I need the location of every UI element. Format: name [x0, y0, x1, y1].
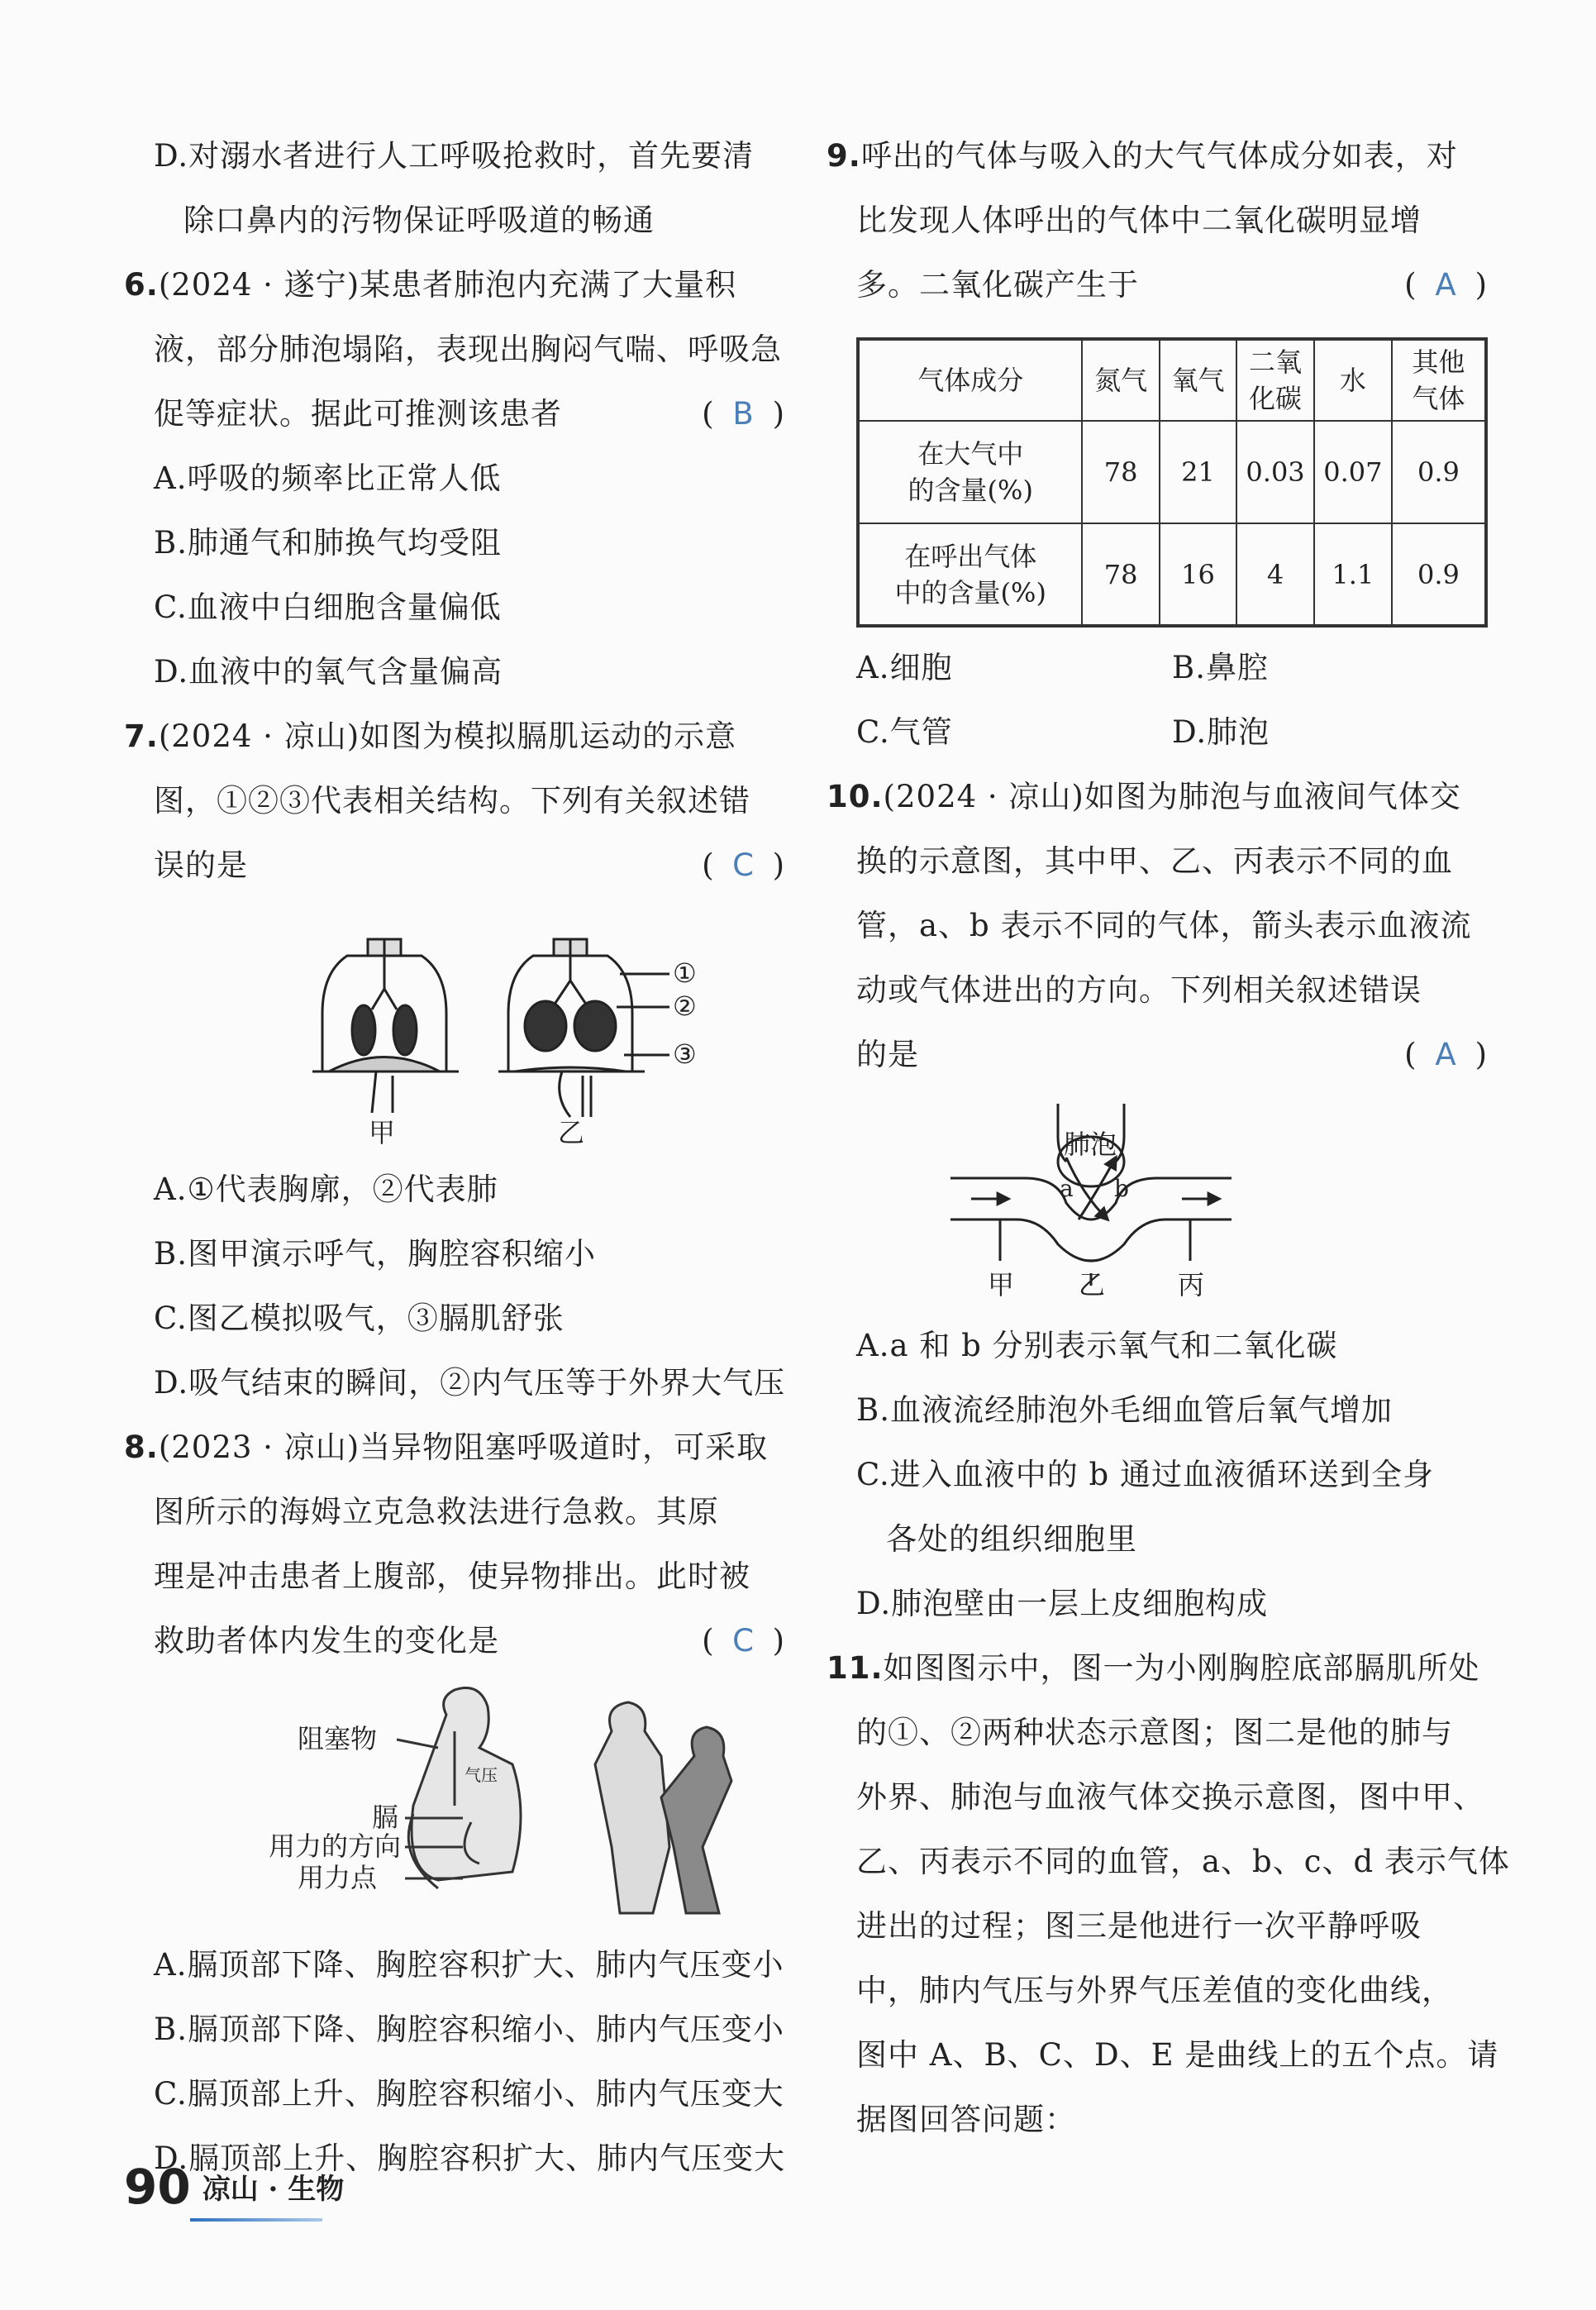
q11-line3: 外界、肺泡与血液气体交换示意图，图中甲、: [856, 1779, 1484, 1815]
left-column: [124, 124, 785, 2191]
q9-option-b: B.鼻腔: [1172, 650, 1269, 685]
q10-label-alveolus: 肺泡: [1064, 1129, 1117, 1160]
table-cell: 16: [1160, 523, 1236, 626]
q11-line4: 乙、丙表示不同的血管，a、b、c、d 表示气体: [856, 1844, 1510, 1879]
q8-option-d: D.膈顶部上升、胸腔容积扩大、肺内气压变大: [154, 2141, 786, 2176]
q8-label-pressure: 气压: [465, 1765, 498, 1785]
q9-option-d: D.肺泡: [1172, 714, 1270, 750]
q9-option-a: A.细胞: [856, 650, 953, 685]
footer-title: 凉山 · 生物: [202, 2173, 345, 2206]
q7-label-jia: 甲: [369, 1117, 396, 1146]
q8-line2: 图所示的海姆立克急救法进行急救。其原: [154, 1494, 719, 1530]
table-header-cell: 气体成分: [858, 339, 1082, 421]
q10-line2: 换的示意图，其中甲、乙、丙表示不同的血: [856, 843, 1453, 879]
q8-label-diaphragm: 膈: [372, 1802, 399, 1833]
q7-label-3: ③: [673, 1038, 697, 1070]
q11-line2: 的①、②两种状态示意图；图二是他的肺与: [856, 1715, 1453, 1750]
table-header-cell: 氧气: [1160, 339, 1236, 421]
q6-option-c: C.血液中白细胞含量偏低: [154, 589, 502, 625]
q10-label-a: a: [1060, 1175, 1074, 1202]
q10-answer: ( A ): [1404, 1023, 1488, 1087]
q10-label-yi: 乙: [1079, 1269, 1106, 1301]
q9-options-row1: [827, 636, 1488, 700]
table-cell: 0.03: [1236, 421, 1314, 523]
q10-option-a: A.a 和 b 分别表示氧气和二氧化碳: [856, 1328, 1338, 1363]
q9-options-row2: [827, 700, 1488, 765]
q8-option-c: C.膈顶部上升、胸腔容积缩小、肺内气压变大: [154, 2076, 784, 2112]
table-header-cell: 二氧 化碳: [1236, 339, 1314, 421]
q10-alveolus-figure: [827, 1095, 1488, 1302]
table-cell: 4: [1236, 523, 1314, 626]
table-cell: 78: [1082, 421, 1159, 523]
q11-line7: 图中 A、B、C、D、E 是曲线上的五个点。请: [856, 2037, 1499, 2073]
q6-text: (2024 · 遂宁)某患者肺泡内充满了大量积: [158, 267, 737, 303]
q8-number: 8.: [124, 1429, 159, 1465]
q7-label-1: ①: [673, 957, 697, 989]
q6-answer: ( B ): [702, 382, 785, 446]
q8-heimlich-figure: [124, 1682, 785, 1921]
q8-line3: 理是冲击患者上腹部，使异物排出。此时被: [154, 1558, 750, 1594]
q10-answer-letter: A: [1435, 1037, 1457, 1072]
table-cell: 0.9: [1392, 421, 1486, 523]
q6-line2: 液，部分肺泡塌陷，表现出胸闷气喘、呼吸急: [154, 332, 782, 367]
table-cell: 78: [1082, 523, 1159, 626]
q6-answer-letter: B: [732, 396, 755, 432]
q11-number: 11.: [827, 1650, 884, 1686]
q7-line3: 误的是 ( C ): [124, 833, 785, 898]
q8-label-obstruction: 阻塞物: [298, 1723, 378, 1754]
q5-option-d-line2: 除口鼻内的污物保证呼吸道的畅通: [183, 203, 655, 238]
q8-option-b: B.膈顶部下降、胸腔容积缩小、肺内气压变小: [154, 2012, 784, 2047]
q8-label-force-direction: 用力的方向: [269, 1830, 402, 1862]
q7-line2: 图，①②③代表相关结构。下列有关叙述错: [154, 783, 750, 819]
q11-line6: 中，肺内气压与外界气压差值的变化曲线，: [856, 1973, 1453, 2008]
q8-answer: ( C ): [702, 1609, 785, 1673]
q9-option-c: C.气管: [856, 714, 953, 750]
q6-line1: [124, 253, 785, 317]
q7-answer: ( C ): [702, 833, 785, 898]
q5-option-d-line1: D.对溺水者进行人工呼吸抢救时，首先要清: [154, 138, 755, 174]
q7-option-b: B.图甲演示呼气，胸腔容积缩小: [154, 1236, 596, 1272]
q11-line1: 11.如图图示中，图一为小刚胸腔底部膈肌所处: [827, 1650, 1480, 1686]
table-cell: 在大气中 的含量(%): [858, 421, 1082, 523]
q9-answer: ( A ): [1404, 253, 1488, 317]
table-header-row: [858, 339, 1486, 421]
q10-option-b: B.血液流经肺泡外毛细血管后氧气增加: [856, 1392, 1393, 1428]
q7-option-c: C.图乙模拟吸气，③膈肌舒张: [154, 1301, 565, 1336]
q9-line3: 多。二氧化碳产生于 ( A ): [827, 253, 1488, 317]
q7-answer-letter: C: [732, 847, 755, 883]
q10-line3: 管，a、b 表示不同的气体，箭头表示血液流: [856, 908, 1472, 943]
table-row: [858, 523, 1486, 626]
q10-option-c: C.进入血液中的 b 通过血液循环送到全身: [856, 1457, 1434, 1492]
table-cell: 21: [1160, 421, 1236, 523]
q9-answer-letter: A: [1435, 267, 1457, 303]
q8-label-force-point: 用力点: [298, 1862, 378, 1893]
q6-option-d: D.血液中的氧气含量偏高: [154, 654, 503, 690]
table-cell: 0.9: [1392, 523, 1486, 626]
table-header-cell: 氮气: [1082, 339, 1159, 421]
q8-option-a: A.膈顶部下降、胸腔容积扩大、肺内气压变小: [154, 1947, 784, 1983]
q10-label-jia: 甲: [988, 1269, 1015, 1301]
q6-option-a: A.呼吸的频率比正常人低: [154, 461, 502, 496]
q7-label-2: ②: [673, 990, 697, 1022]
q7-bell-jar-figure: [124, 906, 785, 1146]
q7-option-a: A.①代表胸廓，②代表肺: [154, 1172, 498, 1207]
q6-number: 6.: [124, 267, 159, 303]
q7-line1: 7.(2024 · 凉山)如图为模拟膈肌运动的示意: [124, 718, 737, 754]
q10-label-b: b: [1114, 1175, 1129, 1202]
q10-line4: 动或气体进出的方向。下列相关叙述错误: [856, 972, 1422, 1008]
q10-line5: 的是 ( A ): [827, 1023, 1488, 1087]
q10-option-d: D.肺泡壁由一层上皮细胞构成: [856, 1586, 1269, 1621]
q7-option-d: D.吸气结束的瞬间，②内气压等于外界大气压: [154, 1365, 786, 1401]
right-column: [827, 124, 1510, 2152]
page-footer: [124, 2159, 345, 2215]
q8-line4: 救助者体内发生的变化是 ( C ): [124, 1609, 785, 1673]
q11-line5: 进出的过程；图三是他进行一次平静呼吸: [856, 1908, 1422, 1944]
q10-option-c-cont: 各处的组织细胞里: [886, 1521, 1137, 1557]
table-cell: 1.1: [1314, 523, 1392, 626]
gas-composition-table: [856, 337, 1488, 628]
q7-label-yi: 乙: [558, 1117, 585, 1146]
q7-number: 7.: [124, 718, 159, 754]
q11-line8: 据图回答问题：: [856, 2102, 1076, 2137]
q10-number: 10.: [827, 779, 884, 814]
q6-line3: 促等症状。据此可推测该患者 ( B ): [124, 382, 785, 446]
footer-accent-bar: [190, 2218, 322, 2222]
table-cell: 0.07: [1314, 421, 1392, 523]
q8-answer-letter: C: [732, 1623, 755, 1659]
q6-option-b: B.肺通气和肺换气均受阻: [154, 525, 502, 561]
page-number: 90: [124, 2159, 191, 2215]
q8-line1: 8.(2023 · 凉山)当异物阻塞呼吸道时，可采取: [124, 1429, 769, 1465]
q9-number: 9.: [827, 138, 861, 174]
table-header-cell: 其他 气体: [1392, 339, 1486, 421]
table-cell: 在呼出气体 中的含量(%): [858, 523, 1082, 626]
table-header-cell: 水: [1314, 339, 1392, 421]
q10-label-bing: 丙: [1178, 1269, 1205, 1301]
q10-line1: 10.(2024 · 凉山)如图为肺泡与血液间气体交: [827, 779, 1461, 814]
q9-line2: 比发现人体呼出的气体中二氧化碳明显增: [856, 203, 1422, 238]
q9-line1: 9.呼出的气体与吸入的大气气体成分如表，对: [827, 138, 1458, 174]
table-row: [858, 421, 1486, 523]
